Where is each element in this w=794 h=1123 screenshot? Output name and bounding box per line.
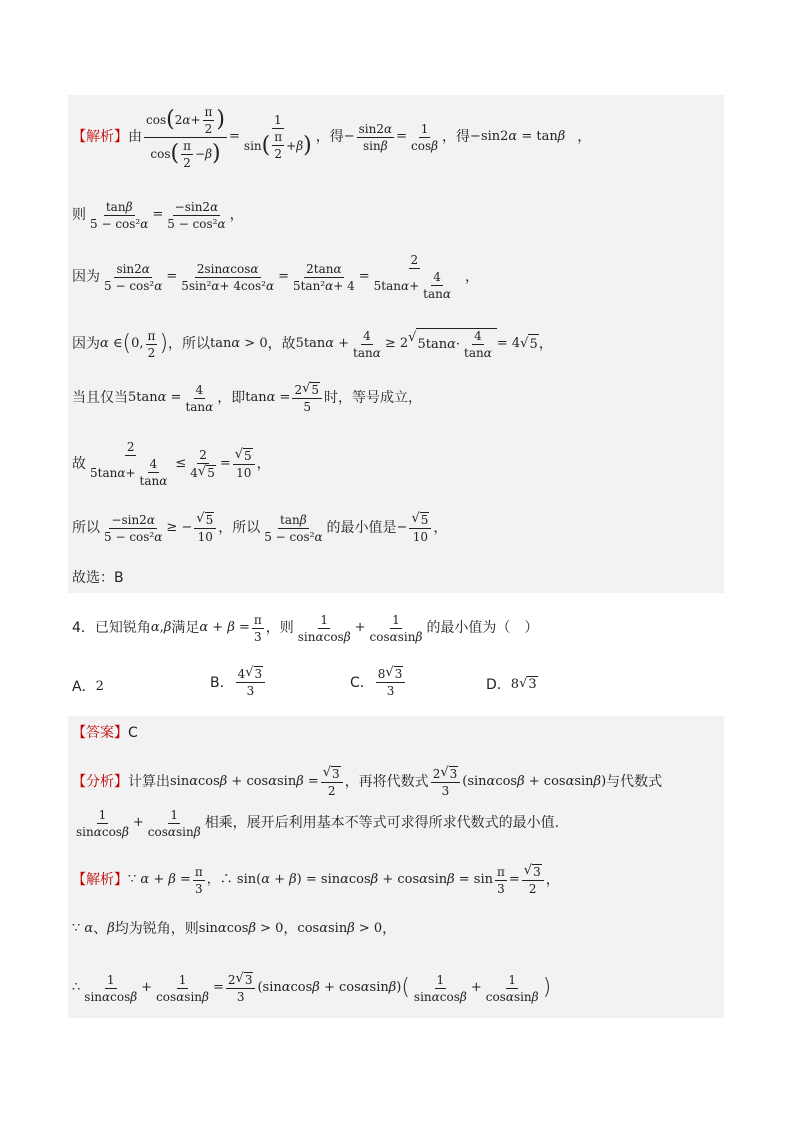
choice-d[interactable]: D． 8 √ 3 [486, 676, 537, 693]
question-4: 4．已知锐角 α,β 满足 α + β = $\frac{\pi}{3}$ ，则 1 sin α cos β + 1 cos α sin β 的最小值为（ ） [72, 612, 539, 644]
formula: 1 sin ( $\frac{\pi}{2}$ + β ) [243, 113, 312, 161]
answer-value: C [128, 725, 138, 741]
analysis-line-5: 当且仅当 5tanα = 4 tan α ，即 tanα = 2 √ 5 5 时，等号成立， [72, 381, 423, 414]
analysis-line-6: 故 2 5tan α + 4 tan α ≤ 2 4 √ 5 = √ 5 10 ， [72, 440, 271, 488]
analysis-line-7: 所以 −sin2 α 5 − cos² α ≥ − √ 5 10 ，所以 tan β 5 − cos² α 的最小值是 − √ 5 10 ， [72, 511, 448, 544]
answer-tag: 【答案】 [72, 725, 128, 741]
choice-c[interactable]: C． 8 √ 3 3 [350, 666, 407, 698]
choice-a[interactable]: A． 2 [72, 678, 104, 695]
analysis-line-3: 因为 sin2 α 5 − cos² α = 2sin α cos α 5sin² α + 4cos² α = 2tan α 5tan² α + 4 = 2 5tan α + 4 tan α ， [72, 253, 479, 301]
fenxi-line-1: 【分析】 计算出 sinαcosβ + cosαsinβ = √ 3 2 ，再将代数式 2 √ 3 3 (sinαcosβ + cosαsinβ) 与代数式 [72, 765, 663, 798]
answer-line [72, 722, 138, 744]
analysis-line-4: 因为 α ∈ ( 0, $\frac{\pi}{2}$ ) ，所以 tanα > 0 ，故 5tanα + 4 tan α ≥ 2 √ 5tan α · 4 tan α = 4 √ 5 ， [72, 328, 553, 360]
analysis-line-1: 【解析】 由 cos ( 2 α + $\frac{\pi}{2}$ ) cos ( $\frac{\pi}{2}$ − β ) = 1 sin ( $\frac{\pi}{2}$ + β ) ，得 − sin2 α sin β = 1 cos β ，得 −sin2α = tanβ ， [72, 104, 592, 170]
analysis-line-8: 故选：B [72, 570, 124, 586]
formula: cos ( 2 α + $\frac{\pi}{2}$ ) cos ( $\frac{\pi}{2}$ − β ) [146, 104, 225, 170]
fenxi-tag: 【分析】 [72, 774, 128, 790]
analysis-tag: 【解析】 [72, 129, 128, 145]
analysis-line-2: 则 tan β 5 − cos² α = −sin2 α 5 − cos² α ， [72, 199, 244, 231]
analysis2-line-2: ∵ α 、 β 均为锐角，则 sinαcosβ > 0 ， cosαsinβ > 0 ， [72, 921, 397, 937]
fenxi-line-2: 1 sin α cos β + 1 cos α sin β 相乘，展开后利用基本不等式可求得所求代数式的最小值. [76, 807, 560, 839]
analysis2-line-3: ∴ 1 sin α cos β + 1 cos α sin β = 2 √ 3 3 (sinαcosβ + cosαsinβ) ( 1 sin α cos β + 1 cos α sin β ) [72, 971, 552, 1004]
choice-b[interactable]: B． 4 √ 3 3 [210, 666, 267, 698]
analysis2-line-1: 【解析】 ∵ α + β = $\frac{\pi}{3}$ ，∴ sin(α + β) = sinαcosβ + cosαsinβ = sin $\frac{\pi}{3}$ = √ 3 2 ， [72, 863, 560, 896]
